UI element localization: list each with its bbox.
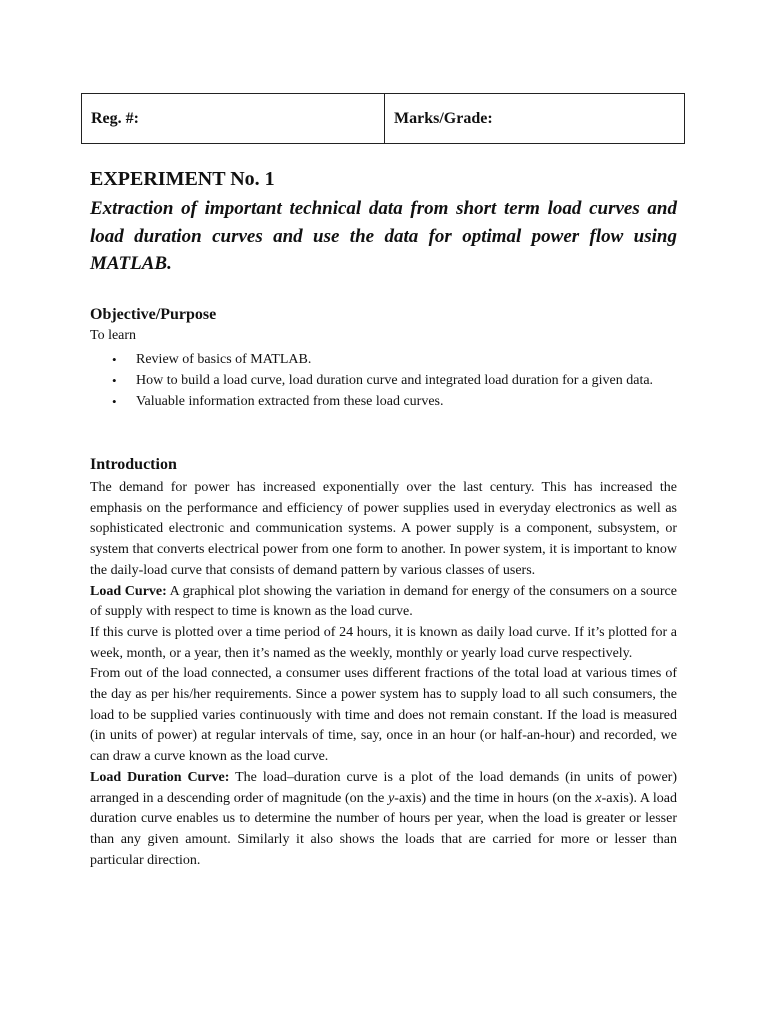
intro-paragraph: The demand for power has increased exponentially over the last century. This has increased the emphasis on the performance and efficiency of power supplies used in everyday electronics as well as sophisticated electronic and communication systems. A power supply is a component, subsystem, or system that converts electrical power from one form to another. In power system, it is important to know the daily-load curve that consists of demand pattern by various classes of users. — [90, 480, 677, 578]
introduction-body — [90, 478, 677, 871]
list-item — [90, 391, 680, 412]
bullet-icon: • — [112, 373, 117, 388]
ldc-definition-part1: The load–duration curve is a plot of the load demands (in units of power) arranged in a descending order of magnitude (on the — [90, 769, 677, 806]
x-axis-symbol: x — [595, 790, 602, 806]
daily-load-curve-paragraph: If this curve is plotted over a time period of 24 hours, it is known as daily load curve. If it’s plotted for a week, month, or a year, then it’s named as the weekly, monthly or yearly load curve respectively. — [90, 624, 677, 661]
load-curve-paragraph — [90, 582, 677, 623]
list-item — [90, 370, 680, 391]
registration-table — [81, 93, 685, 144]
experiment-title: EXPERIMENT No. 1 — [90, 168, 275, 190]
list-item — [90, 349, 680, 370]
marks-grade-label: Marks/Grade: — [394, 109, 493, 127]
load-curve-term: Load Curve: — [90, 583, 167, 599]
bullet-icon: • — [112, 394, 117, 409]
load-variation-paragraph: From out of the load connected, a consumer uses different fractions of the total load at various times of the day as per his/her requirements. Since a power system has to supply load to all such consumers, the load to be supplied varies continuously with time and does not remain constant. If the load is measured (in units of power) at regular intervals of time, say, once in an hour (or half-an-hour) and recorded, we can draw a curve known as the load curve. — [90, 666, 677, 765]
reg-number-label: Reg. #: — [91, 109, 139, 127]
list-item-text: Valuable information extracted from these load curves. — [136, 394, 444, 409]
objective-intro: To learn — [90, 328, 137, 343]
reg-number-cell — [82, 94, 385, 143]
objective-list — [90, 349, 680, 412]
bullet-icon: • — [112, 352, 117, 367]
objective-heading: Objective/Purpose — [90, 306, 217, 323]
experiment-subtitle: Extraction of important technical data from short term load curves and load duration curves and use the data for optimal power flow using MATLAB. — [90, 198, 677, 274]
load-duration-curve-term: Load Duration Curve: — [90, 769, 230, 785]
list-item-text: Review of basics of MATLAB. — [136, 352, 312, 367]
ldc-definition-part2: -axis) and the time in hours (on the — [394, 790, 596, 806]
load-curve-definition: A graphical plot showing the variation in demand for energy of the consumers on a source of supply with respect to time is known as the load curve. — [90, 583, 677, 620]
list-item-text: How to build a load curve, load duration curve and integrated load duration for a given data. — [136, 373, 654, 388]
introduction-heading: Introduction — [90, 456, 177, 473]
y-axis-symbol: y — [388, 790, 395, 806]
ldc-definition-part3: -axis). A load duration curve enables us to determine the number of hours per year, when the load is greater or lesser than any given amount. Similarly it also shows the loads that are carried for more or lesser than particular direction. — [90, 790, 677, 868]
marks-grade-cell — [385, 94, 684, 143]
load-duration-curve-paragraph — [90, 768, 677, 872]
